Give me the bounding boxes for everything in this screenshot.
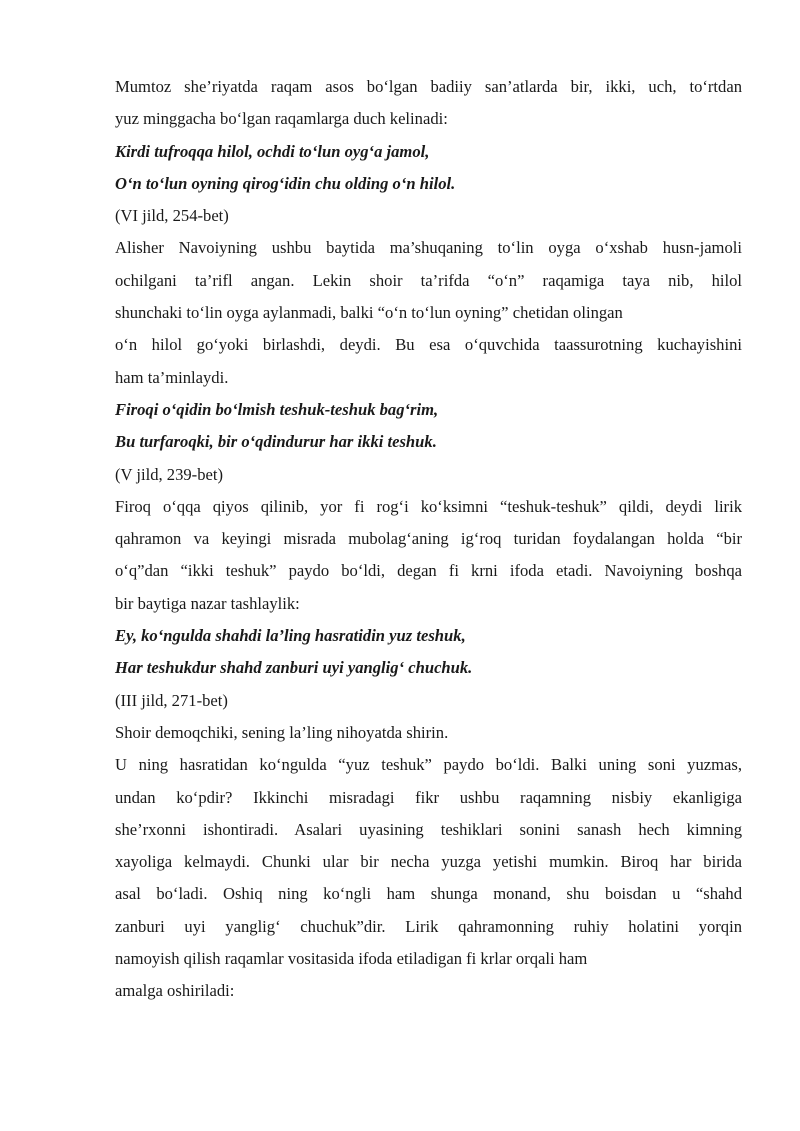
text-line: shunchaki to‘lin oyga aylanmadi, balki “o‘n to‘lun oyning” chetidan olingan xyxy=(115,303,623,323)
citation: (VI jild, 254-bet) xyxy=(115,206,229,226)
text-line: Firoq o‘qqa qiyos qilinib, yor fi rog‘i ko‘ksimni “teshuk-teshuk” qildi, deydi lirik xyxy=(115,496,742,516)
verse-line: Har teshukdur shahd zanburi uyi yanglig‘ chuchuk. xyxy=(115,658,473,678)
citation: (III jild, 271-bet) xyxy=(115,690,228,710)
text-line: qahramon va keyingi misrada mubolag‘aning ig‘roq turidan foydalangan holda “bir xyxy=(115,529,742,549)
text-line: ochilgani ta’rifl angan. Lekin shoir ta’rifda “o‘n” raqamiga taya nib, hilol xyxy=(115,270,742,290)
text-line: Alisher Navoiyning ushbu baytida ma’shuqaning to‘lin oyga o‘xshab husn-jamoli xyxy=(115,238,742,258)
document-page xyxy=(115,71,742,1008)
text-line: o‘n hilol go‘yoki birlashdi, deydi. Bu esa o‘quvchida taassurotning kuchayishini xyxy=(115,335,742,355)
text-line: bir baytiga nazar tashlaylik: xyxy=(115,593,300,613)
verse-line: Bu turfaroqki, bir o‘qdindurur har ikki teshuk. xyxy=(115,432,437,452)
text-line: Mumtoz she’riyatda raqam asos bo‘lgan badiiy san’atlarda bir, ikki, uch, to‘rtdan xyxy=(115,77,742,96)
text-line: ham ta’minlaydi. xyxy=(115,367,229,387)
text-line: she’rxonni ishontiradi. Asalari uyasining teshiklari sonini sanash hech kimning xyxy=(115,819,742,839)
text-line: U ning hasratidan ko‘ngulda “yuz teshuk” paydo bo‘ldi. Balki uning soni yuzmas, xyxy=(115,755,742,775)
verse-line: Ey, ko‘ngulda shahdi la’ling hasratidin yuz teshuk, xyxy=(115,626,466,646)
verse-line: Kirdi tufroqqa hilol, ochdi to‘lun oyg‘a jamol, xyxy=(115,141,430,161)
text-line: Shoir demoqchiki, sening la’ling nihoyatda shirin. xyxy=(115,722,449,742)
text-line: zanburi uyi yanglig‘ chuchuk”dir. Lirik qahramonning ruhiy holatini yorqin xyxy=(115,916,742,936)
verse-line: Firoqi o‘qidin bo‘lmish teshuk-teshuk bag‘rim, xyxy=(115,399,439,419)
citation: (V jild, 239-bet) xyxy=(115,464,223,484)
text-line: xayoliga kelmaydi. Chunki ular bir necha yuzga yetishi mumkin. Biroq har birida xyxy=(115,852,742,872)
text-line: undan ko‘pdir? Ikkinchi misradagi fikr ushbu raqamning nisbiy ekanligiga xyxy=(115,787,742,807)
text-line: yuz minggacha bo‘lgan raqamlarga duch kelinadi: xyxy=(115,109,448,129)
verse-line: O‘n to‘lun oyning qirog‘idin chu olding o‘n hilol. xyxy=(115,173,456,193)
text-line: namoyish qilish raqamlar vositasida ifoda etiladigan fi krlar orqali ham xyxy=(115,949,588,969)
text-line: asal bo‘ladi. Oshiq ning ko‘ngli ham shunga monand, shu boisdan u “shahd xyxy=(115,884,742,904)
text-line: o‘q”dan “ikki teshuk” paydo bo‘ldi, degan fi krni ifoda etadi. Navoiyning boshqa xyxy=(115,561,742,581)
text-line: amalga oshiriladi: xyxy=(115,981,235,1001)
